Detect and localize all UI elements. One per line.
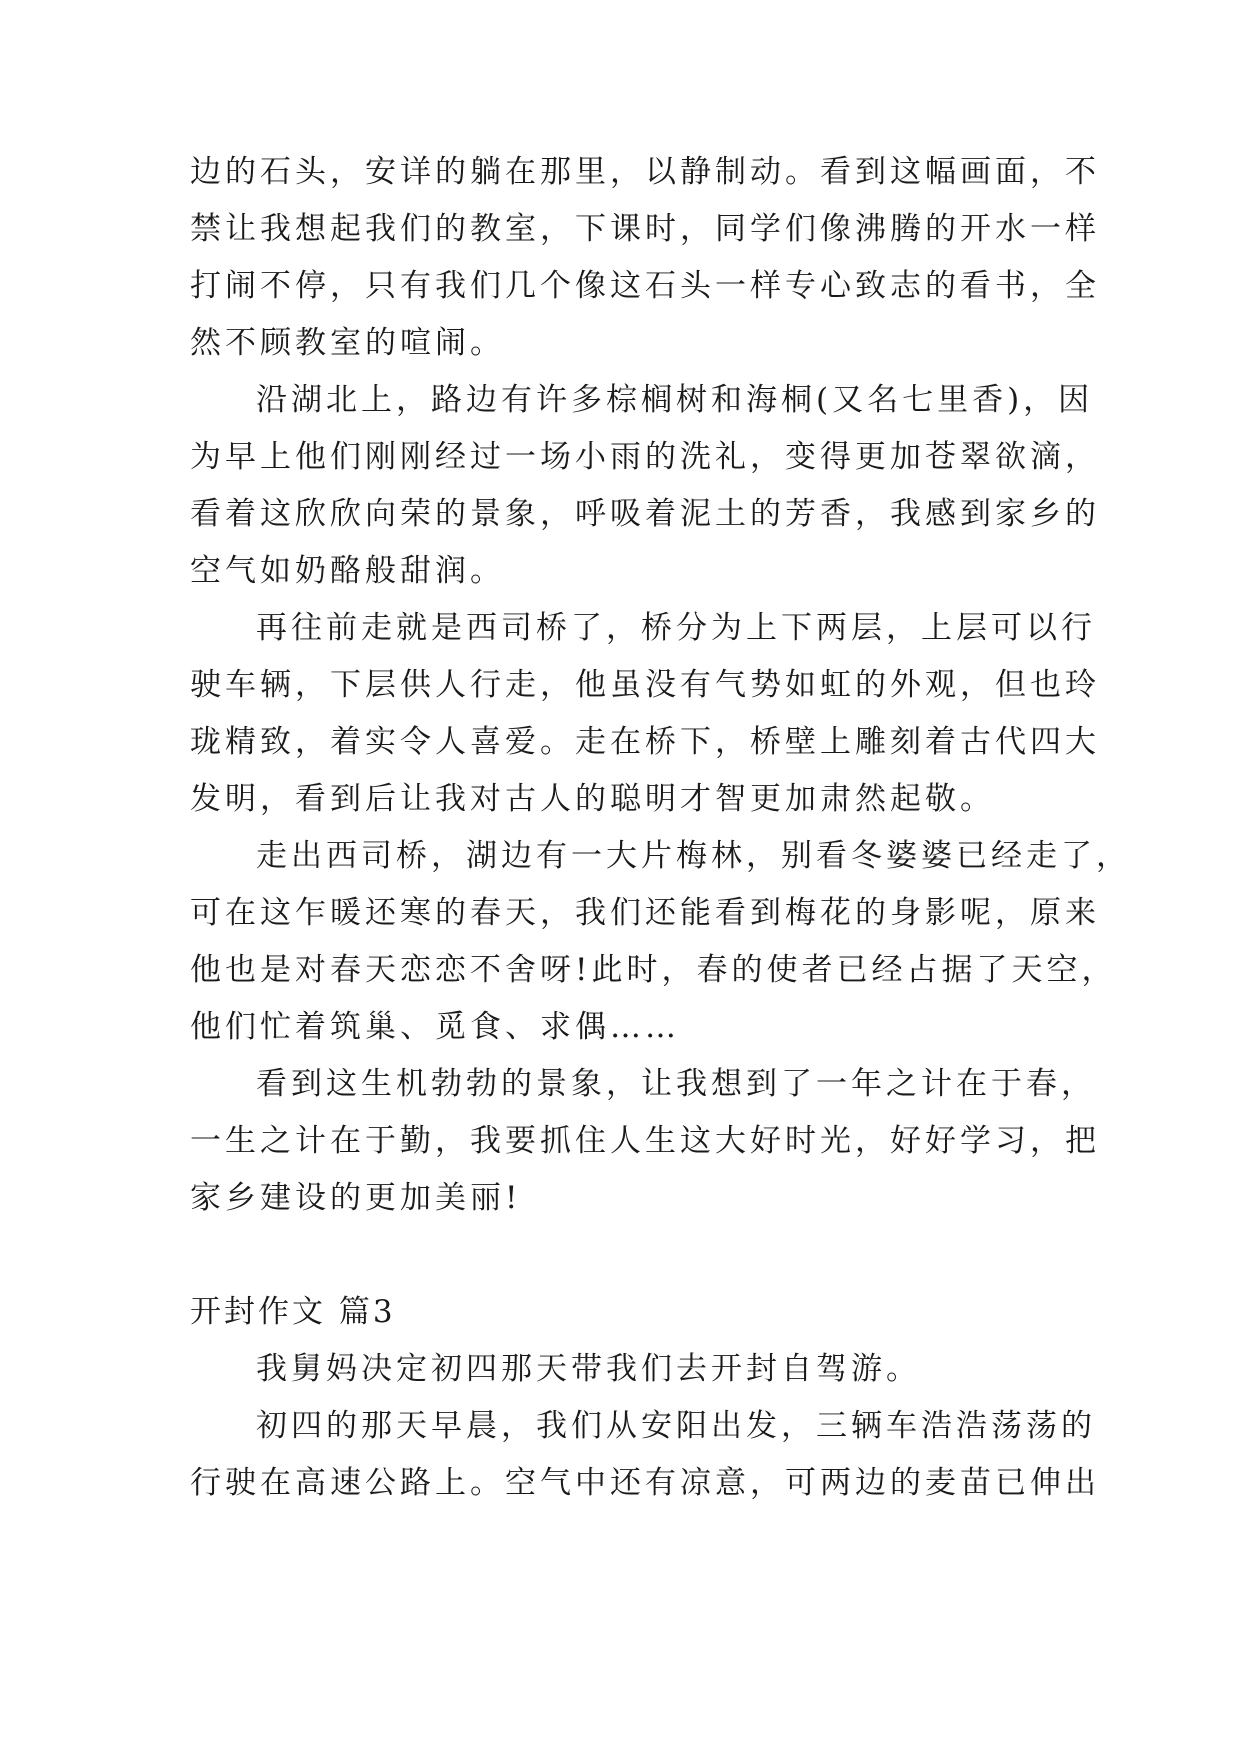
text-line: 行驶在高速公路上。空气中还有凉意，可两边的麦苗已伸出 [190, 1465, 1100, 1501]
text-line: 看着这欣欣向荣的景象，呼吸着泥土的芳香，我感到家乡的 [190, 496, 1100, 532]
text-line: 空气如奶酪般甜润。 [190, 553, 505, 589]
text-line: 再往前走就是西司桥了，桥分为上下两层，上层可以行 [256, 610, 1096, 646]
text-line: 边的石头，安详的躺在那里，以静制动。看到这幅画面，不 [190, 154, 1100, 190]
text-line: 看到这生机勃勃的景象，让我想到了一年之计在于春， [256, 1066, 1096, 1102]
text-line: 他们忙着筑巢、觅食、求偶…… [190, 1009, 680, 1045]
text-line: 初四的那天早晨，我们从安阳出发，三辆车浩浩荡荡的 [256, 1408, 1096, 1444]
text-line: 打闹不停，只有我们几个像这石头一样专心致志的看书，全 [190, 268, 1100, 304]
text-line: 发明，看到后让我对古人的聪明才智更加肃然起敬。 [190, 781, 995, 817]
text-line: 驶车辆，下层供人行走，他虽没有气势如虹的外观，但也玲 [190, 667, 1100, 703]
text-line: 我舅妈决定初四那天带我们去开封自驾游。 [256, 1351, 921, 1387]
text-line: 他也是对春天恋恋不舍呀!此时，春的使者已经占据了天空， [190, 952, 1117, 988]
text-line: 家乡建设的更加美丽! [190, 1180, 522, 1216]
section-heading: 开封作文 篇3 [190, 1294, 396, 1330]
text-line: 然不顾教室的喧闹。 [190, 325, 505, 361]
text-line: 可在这乍暖还寒的春天，我们还能看到梅花的身影呢，原来 [190, 895, 1100, 931]
text-line: 一生之计在于勤，我要抓住人生这大好时光，好好学习，把 [190, 1123, 1100, 1159]
text-line: 为早上他们刚刚经过一场小雨的洗礼，变得更加苍翠欲滴， [190, 439, 1100, 475]
text-line: 沿湖北上，路边有许多棕榈树和海桐(又名七里香)，因 [256, 382, 1094, 418]
text-line: 珑精致，着实令人喜爱。走在桥下，桥壁上雕刻着古代四大 [190, 724, 1100, 760]
text-line: 走出西司桥，湖边有一大片梅林，别看冬婆婆已经走了， [256, 838, 1131, 874]
text-line: 禁让我想起我们的教室，下课时，同学们像沸腾的开水一样 [190, 211, 1100, 247]
